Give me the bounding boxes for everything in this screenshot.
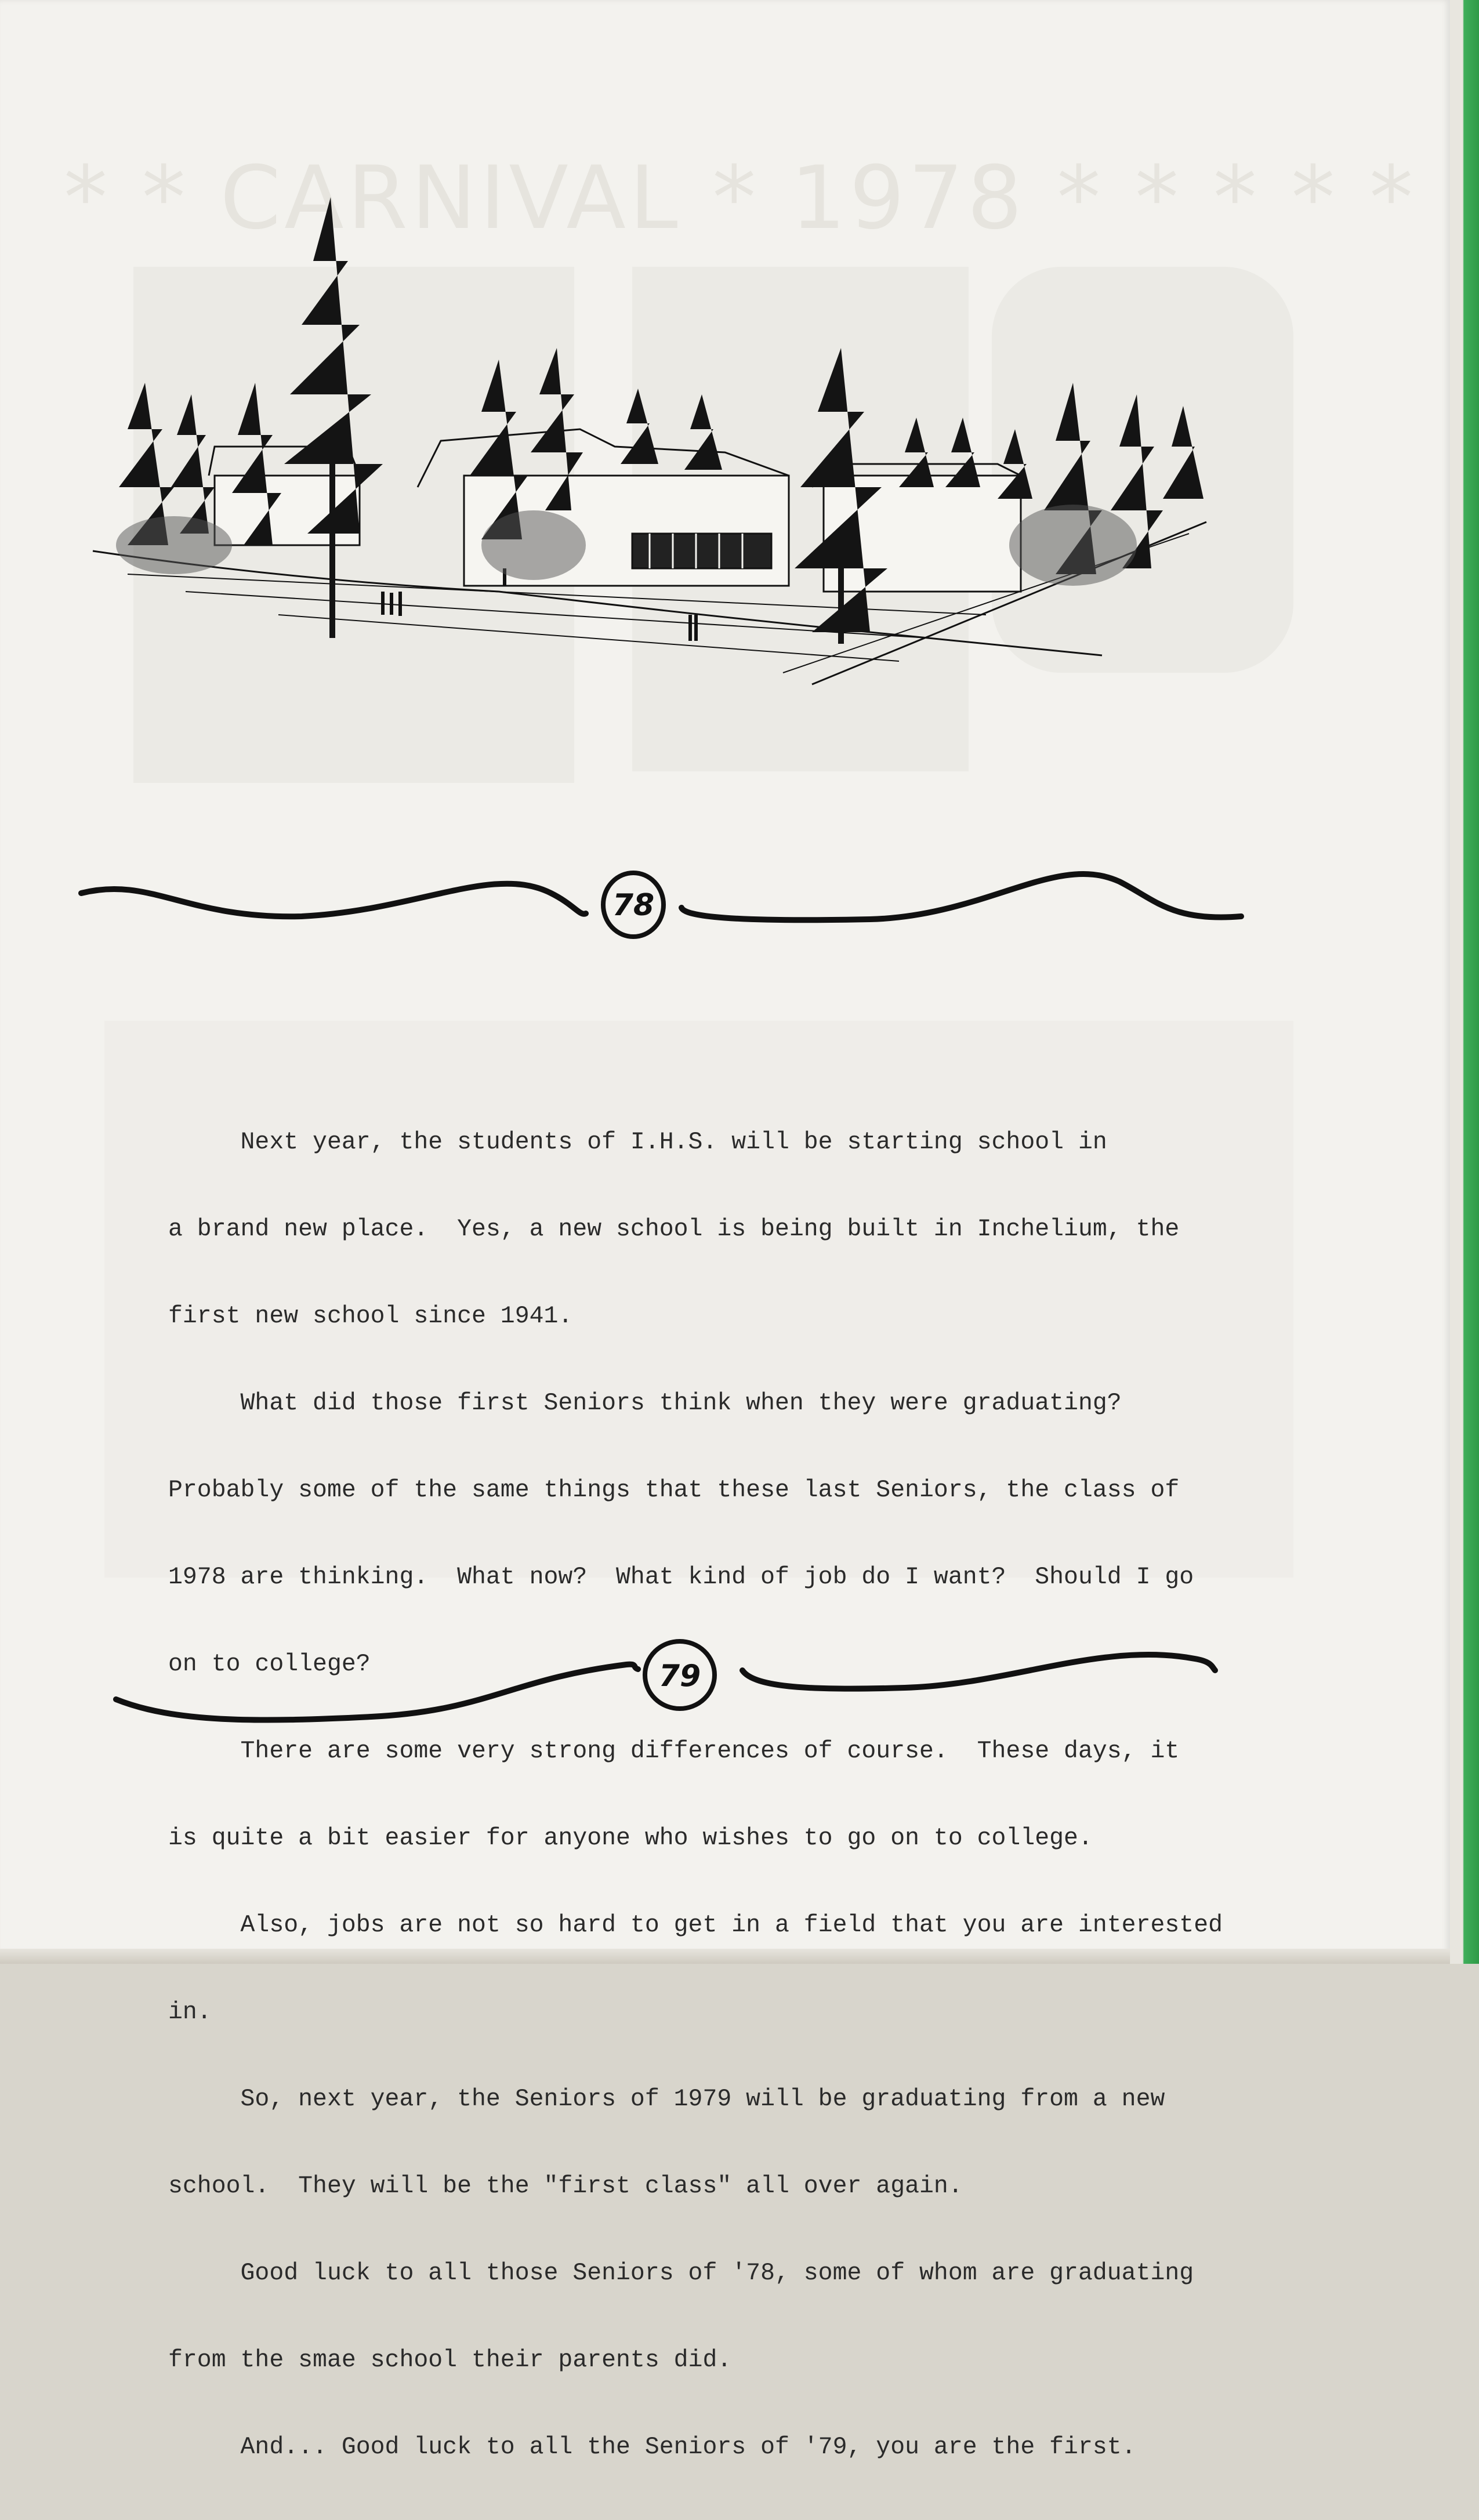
article-line: on to college?	[168, 1651, 371, 1678]
article-line: a brand new place. Yes, a new school is being built in Inchelium, the	[168, 1216, 1180, 1243]
section-divider-78	[0, 818, 1450, 957]
section-divider-79	[0, 1624, 1450, 1763]
article-line: first new school since 1941.	[168, 1303, 573, 1330]
page-number-79: 79	[658, 1659, 701, 1694]
article-line: school. They will be the "first class" all over again.	[168, 2173, 963, 2200]
green-cover-edge	[1450, 0, 1479, 1964]
article-line: from the smae school their parents did.	[168, 2347, 732, 2374]
page-number-78: 78	[612, 888, 655, 923]
school-building-drawing	[58, 174, 1218, 696]
article-line: Also, jobs are not so hard to get in a field that you are interested	[168, 1912, 1223, 1939]
article-body	[168, 1070, 1270, 2520]
page-bottom-edge	[0, 1949, 1450, 1964]
article-line: What did those first Seniors think when they were graduating?	[168, 1390, 1122, 1417]
bleed-through-title: * * CARNIVAL * 1978 * * * * *	[64, 148, 1417, 249]
article-line: Good luck to all those Seniors of '78, some of whom are graduating	[168, 2260, 1194, 2287]
article-line: Probably some of the same things that these last Seniors, the class of	[168, 1477, 1180, 1504]
article-line: Next year, the students of I.H.S. will be starting school in	[168, 1129, 1107, 1156]
article-line: And... Good luck to all the Seniors of '79, you are the first.	[168, 2434, 1136, 2461]
article-line: So, next year, the Seniors of 1979 will be graduating from a new	[168, 2086, 1165, 2113]
article-line: There are some very strong differences of course. These days, it	[168, 1738, 1180, 1765]
article-line: is quite a bit easier for anyone who wishes to go on to college.	[168, 1825, 1093, 1852]
article-line: in.	[168, 1999, 212, 2026]
article-line: 1978 are thinking. What now? What kind of job do I want? Should I go	[168, 1564, 1194, 1591]
